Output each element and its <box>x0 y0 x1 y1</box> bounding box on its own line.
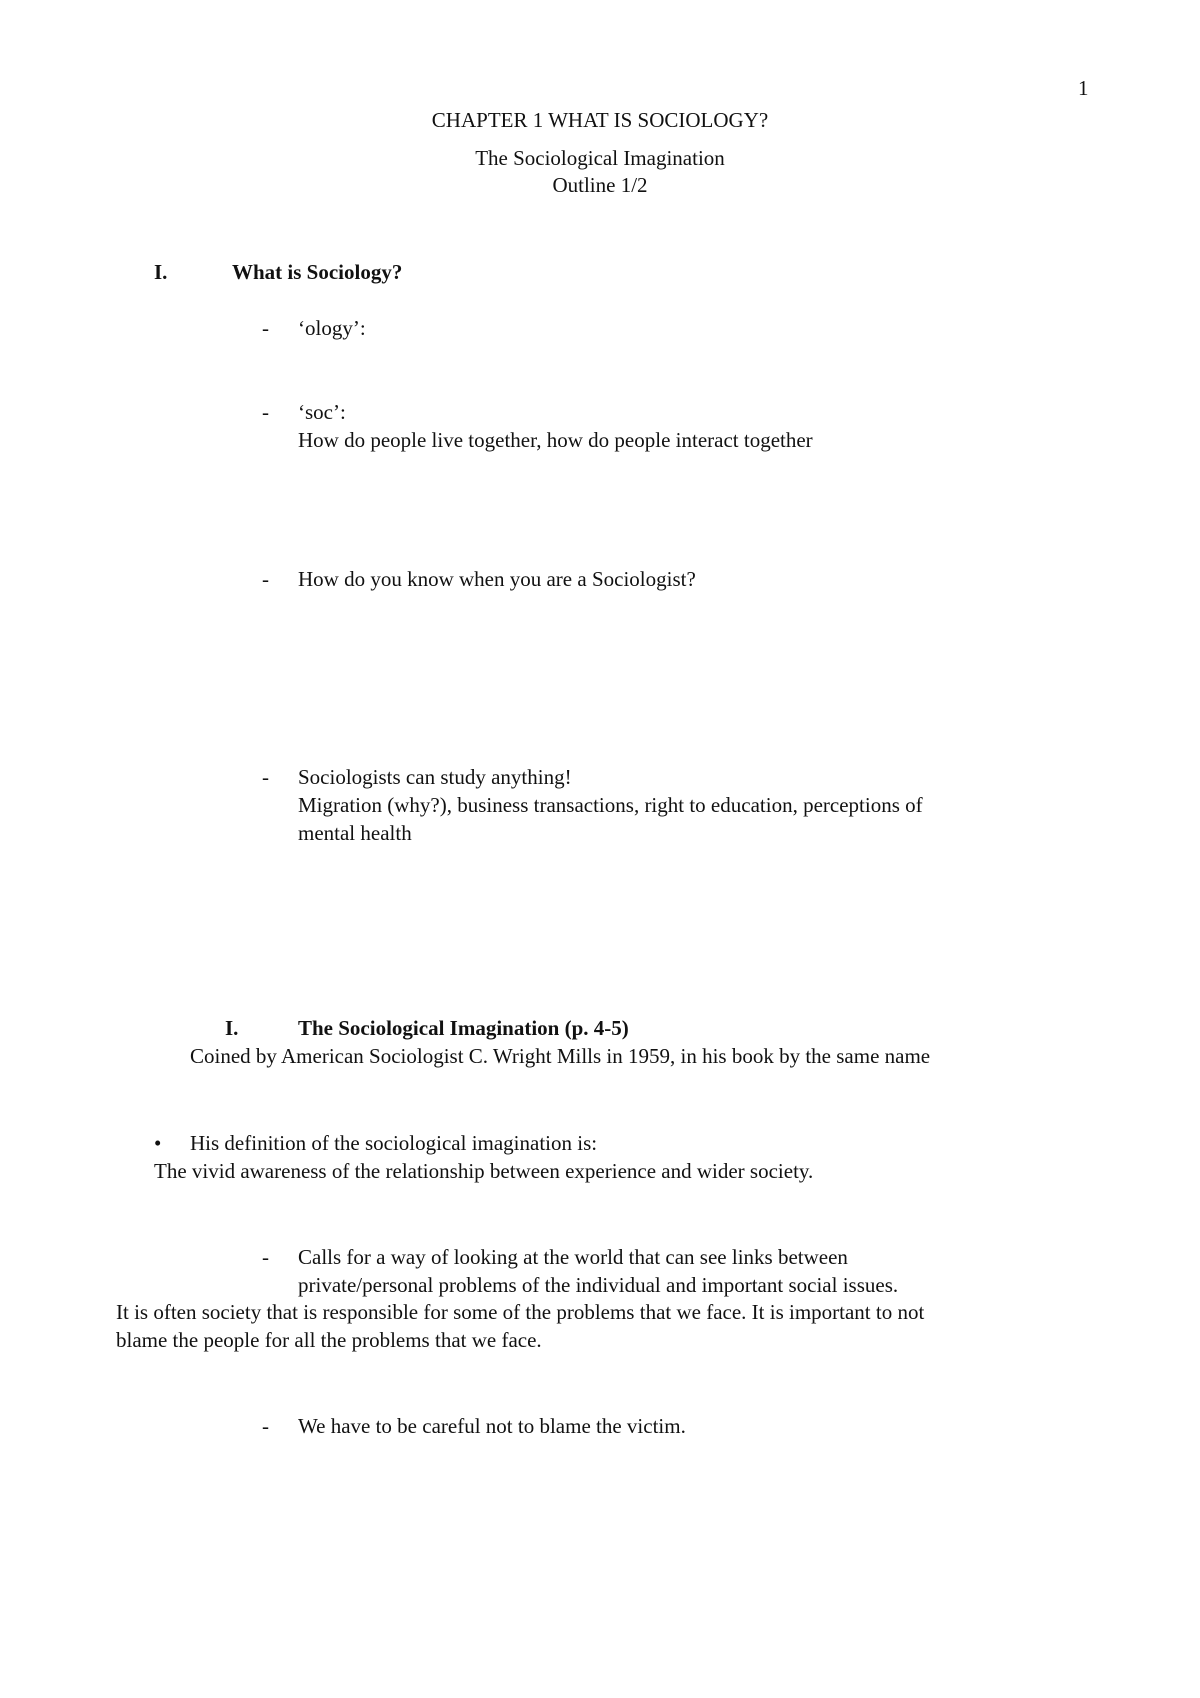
dash-marker: - <box>262 1245 269 1269</box>
section1-numeral: I. <box>154 260 168 284</box>
chapter-subtitle: The Sociological Imagination <box>475 146 725 170</box>
definition-text: The vivid awareness of the relationship between experience and wider society. <box>154 1159 814 1183</box>
bullet-marker: • <box>154 1131 162 1155</box>
study-anything-item: Sociologists can study anything! <box>298 765 572 789</box>
paragraph-line1: It is often society that is responsible for some of the problems that we face. It is important to not <box>116 1300 925 1324</box>
calls-for-line2: private/personal problems of the individual and important social issues. <box>298 1273 899 1297</box>
dash-marker: - <box>262 765 269 789</box>
soc-detail: How do people live together, how do people interact together <box>298 428 813 452</box>
section2-numeral: I. <box>225 1016 239 1040</box>
sociologist-question: How do you know when you are a Sociologist? <box>298 567 696 591</box>
section1-heading: What is Sociology? <box>232 260 403 284</box>
soc-item: ‘soc’: <box>298 400 346 424</box>
dash-marker: - <box>262 567 269 591</box>
paragraph-line2: blame the people for all the problems that we face. <box>116 1328 542 1352</box>
outline-label: Outline 1/2 <box>552 173 648 197</box>
chapter-title: CHAPTER 1 WHAT IS SOCIOLOGY? <box>431 108 769 132</box>
dash-marker: - <box>262 316 269 340</box>
blame-victim-item: We have to be careful not to blame the victim. <box>298 1414 686 1438</box>
section2-heading: The Sociological Imagination (p. 4-5) <box>298 1016 629 1040</box>
page-number: 1 <box>1078 76 1089 100</box>
dash-marker: - <box>262 400 269 424</box>
section2-intro: Coined by American Sociologist C. Wright Mills in 1959, in his book by the same name <box>190 1044 931 1068</box>
calls-for-line1: Calls for a way of looking at the world that can see links between <box>298 1245 848 1269</box>
study-examples-line2: mental health <box>298 821 412 845</box>
ology-item: ‘ology’: <box>298 316 366 340</box>
dash-marker: - <box>262 1414 269 1438</box>
study-examples-line1: Migration (why?), business transactions, right to education, perceptions of <box>298 793 923 817</box>
definition-label: His definition of the sociological imagination is: <box>190 1131 598 1155</box>
